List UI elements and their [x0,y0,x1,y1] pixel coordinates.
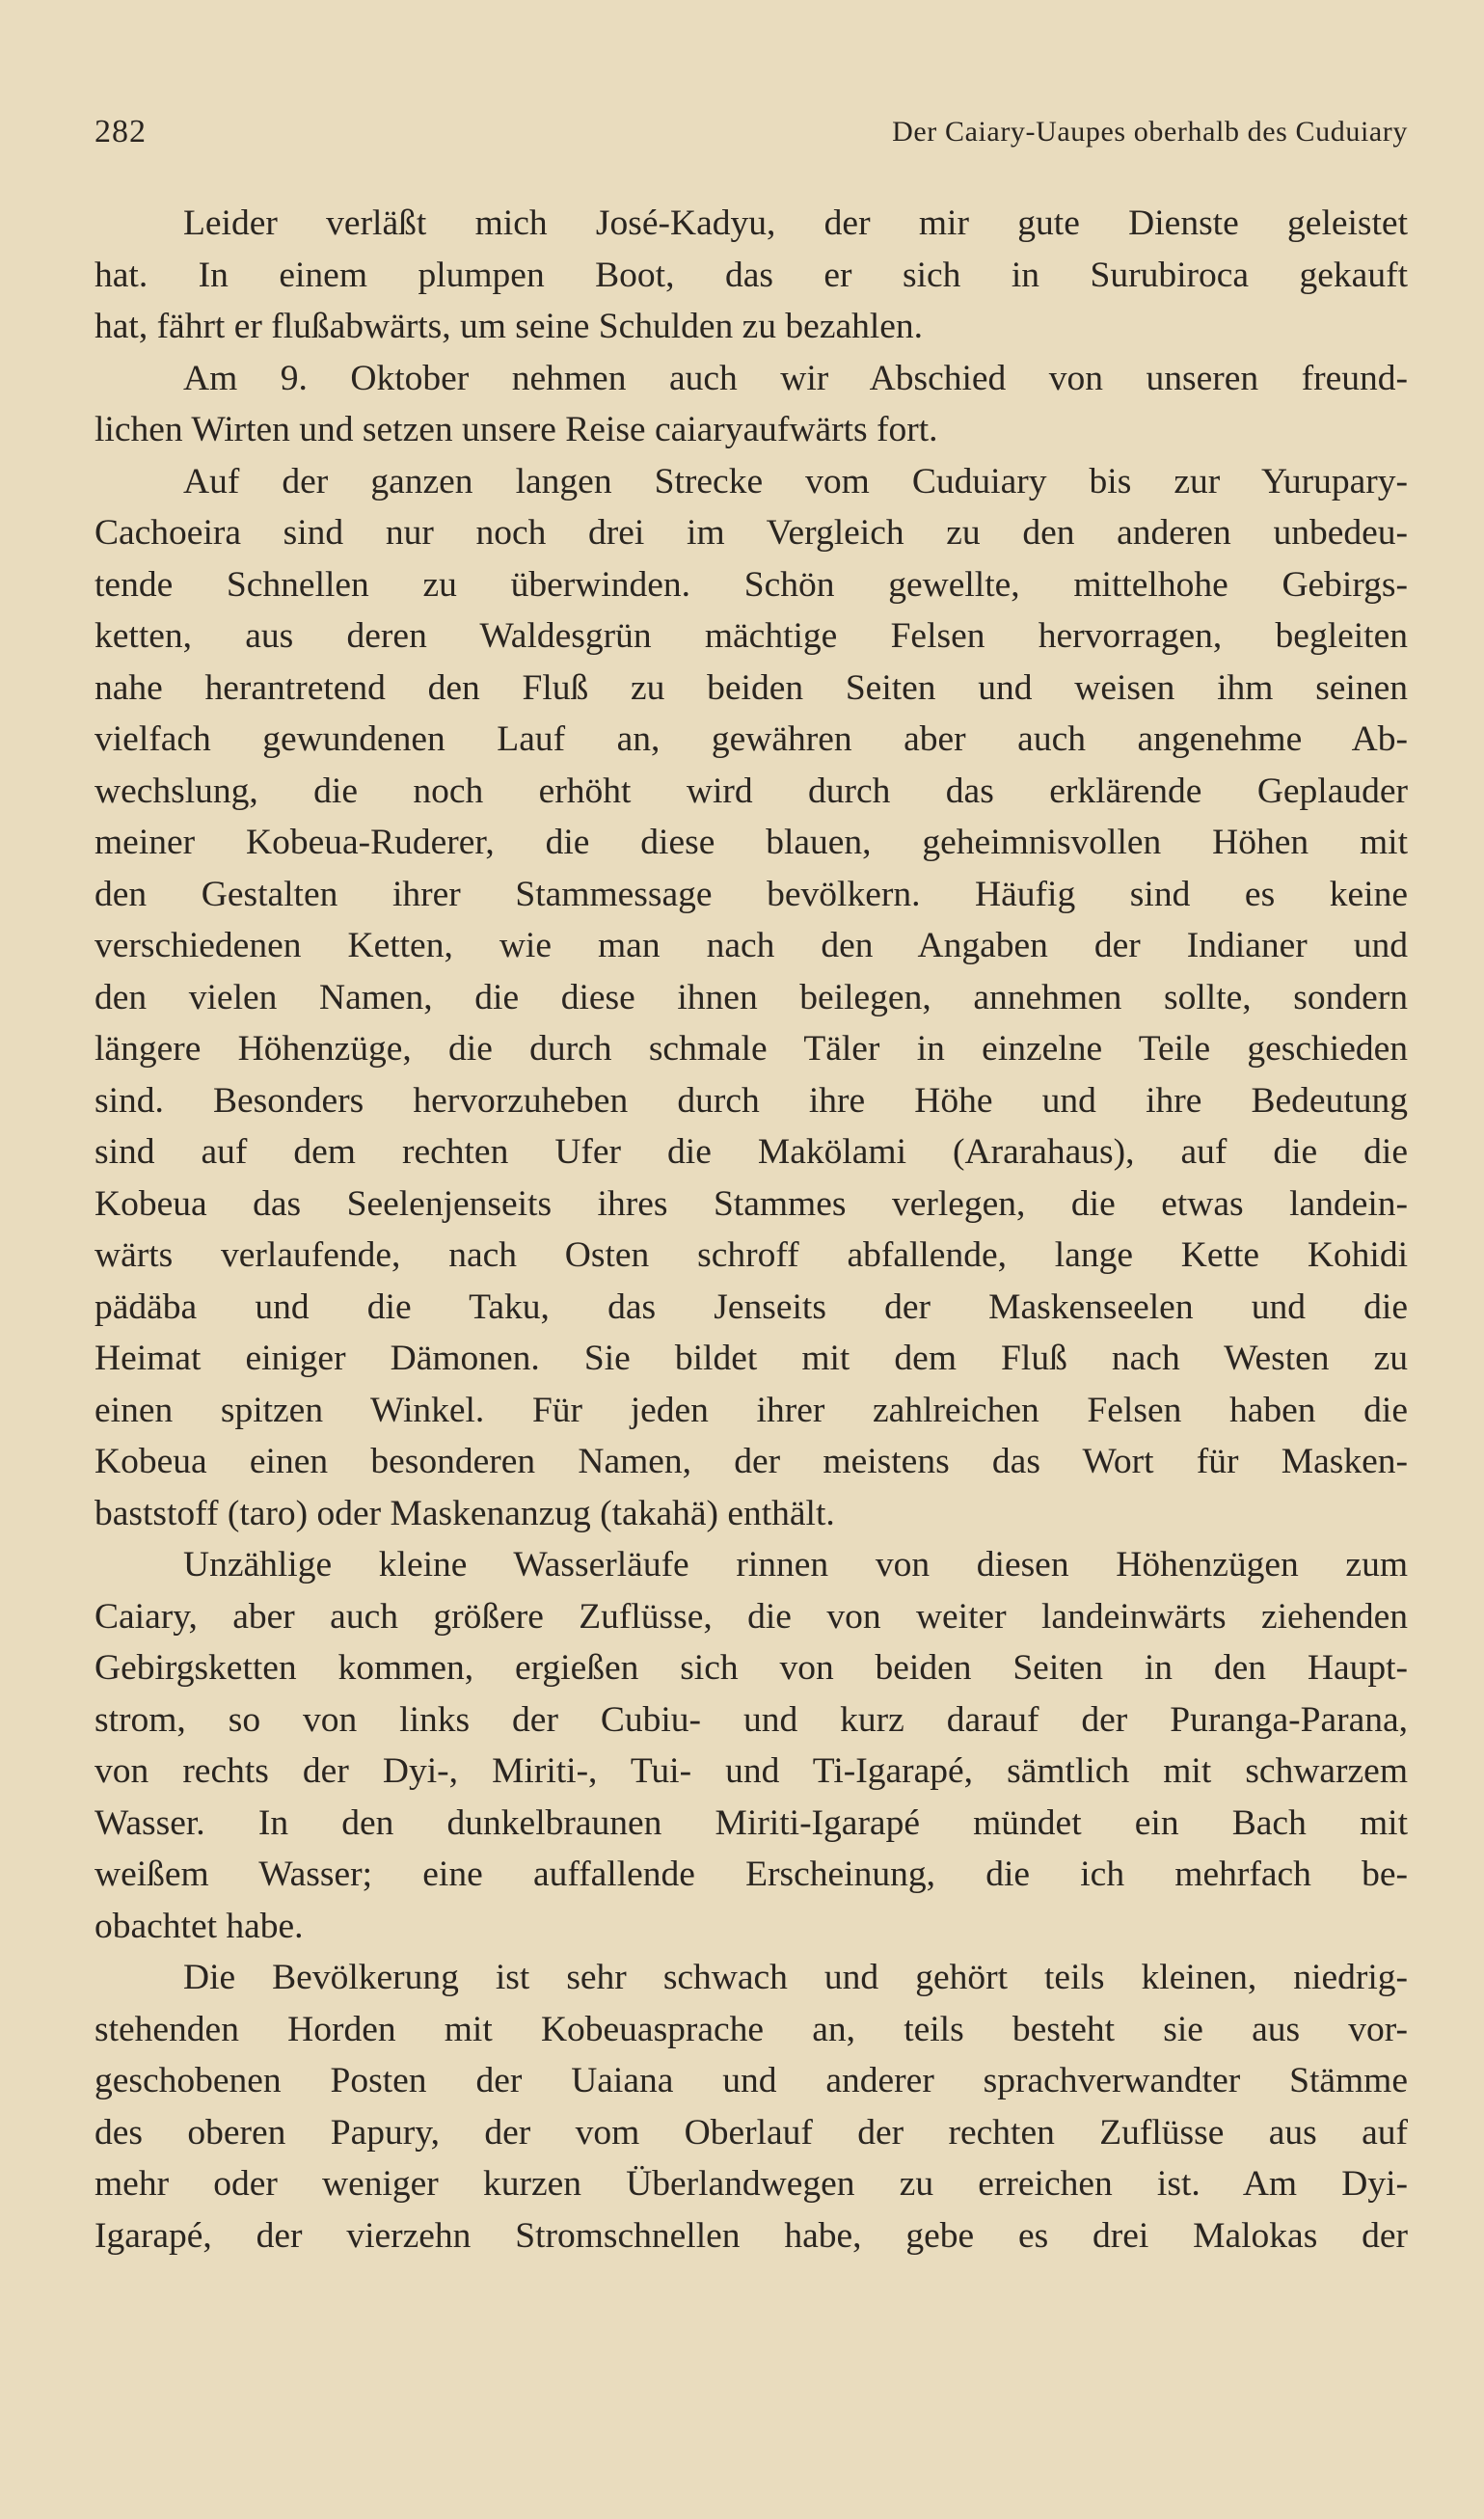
text-line: Auf der ganzen langen Strecke vom Cuduiary bis zur Yurupary- [183,461,1408,501]
text-line: tende Schnellen zu überwinden. Schön gewellte, mittelhohe Gebirgs- [94,564,1408,605]
text-line: verschiedenen Ketten, wie man nach den Angaben der Indianer und [94,926,1408,965]
text-line: Kobeua einen besonderen Namen, der meistens das Wort für Masken- [94,1442,1408,1481]
text-line: sind. Besonders hervorzuheben durch ihre Höhe und ihre Bedeutung [94,1080,1408,1121]
text-line: wärts verlaufende, nach Osten schroff abfallende, lange Kette Kohidi [94,1235,1408,1275]
text-line: von rechts der Dyi-, Miriti-, Tui- und Ti-Igarapé, sämtlich mit schwarzem [94,1751,1408,1791]
text-line: strom, so von links der Cubiu- und kurz darauf der Puranga-Parana, [94,1699,1408,1740]
text-line: Kobeua das Seelenjenseits ihres Stammes verlegen, die etwas landein- [94,1183,1408,1224]
text-line: geschobenen Posten der Uaiana und anderer sprachverwandter Stämme [94,2061,1408,2100]
text-line: Caiary, aber auch größere Zuflüsse, die von weiter landeinwärts ziehenden [94,1596,1408,1637]
text-line: Igarapé, der vierzehn Stromschnellen habe, gebe es drei Malokas der [94,2215,1408,2256]
text-line: Wasser. In den dunkelbraunen Miriti-Igarapé mündet ein Bach mit [94,1802,1408,1843]
text-line: des oberen Papury, der vom Oberlauf der rechten Zuflüsse aus auf [94,2112,1408,2153]
text-line: obachtet habe. [94,1906,304,1946]
text-line: den vielen Namen, die diese ihnen beilegen, annehmen sollte, sondern [94,977,1408,1017]
page-header [94,114,1408,158]
text-line: Am 9. Oktober nehmen auch wir Abschied von unseren freund- [183,358,1408,398]
text-line: Gebirgsketten kommen, ergießen sich von beiden Seiten in den Haupt- [94,1648,1408,1688]
text-line: vielfach gewundenen Lauf an, gewähren aber auch angenehme Ab- [94,719,1408,759]
page-number: 282 [94,114,147,149]
text-line: weißem Wasser; eine auffallende Erscheinung, die ich mehrfach be- [94,1855,1408,1894]
text-line: einen spitzen Winkel. Für jeden ihrer zahlreichen Felsen haben die [94,1390,1408,1430]
text-line: sind auf dem rechten Ufer die Makölami (Ararahaus), auf die die [94,1132,1408,1172]
text-line: pädäba und die Taku, das Jenseits der Maskenseelen und die [94,1287,1408,1327]
text-line: hat, fährt er flußabwärts, um seine Schulden zu bezahlen. [94,307,924,346]
text-line: hat. In einem plumpen Boot, das er sich in Surubiroca gekauft [94,255,1408,295]
text-line: baststoff (taro) oder Maskenanzug (takahä) enthält. [94,1493,835,1533]
text-line: stehenden Horden mit Kobeuasprache an, teils besteht sie aus vor- [94,2009,1408,2049]
text-line: den Gestalten ihrer Stammessage bevölkern. Häufig sind es keine [94,874,1408,914]
running-title: Der Caiary-Uaupes oberhalb des Cuduiary [892,116,1408,148]
text-line: lichen Wirten und setzen unsere Reise caiaryaufwärts fort. [94,410,938,449]
text-line: nahe herantretend den Fluß zu beiden Seiten und weisen ihm seinen [94,667,1408,708]
text-line: Cachoeira sind nur noch drei im Vergleich zu den anderen unbedeu- [94,513,1408,553]
text-line: Die Bevölkerung ist sehr schwach und gehört teils kleinen, niedrig- [183,1958,1408,1997]
text-line: Heimat einiger Dämonen. Sie bildet mit dem Fluß nach Westen zu [94,1339,1408,1378]
text-line: ketten, aus deren Waldesgrün mächtige Felsen hervorragen, begleiten [94,616,1408,656]
text-line: längere Höhenzüge, die durch schmale Täler in einzelne Teile geschieden [94,1029,1408,1069]
text-line: mehr oder weniger kurzen Überlandwegen zu erreichen ist. Am Dyi- [94,2164,1408,2204]
body-text [94,198,1408,2262]
text-line: Leider verläßt mich José-Kadyu, der mir gute Dienste geleistet [183,203,1408,243]
text-line: Unzählige kleine Wasserläufe rinnen von diesen Höhenzügen zum [183,1545,1408,1585]
text-line: meiner Kobeua-Ruderer, die diese blauen, geheimnisvollen Höhen mit [94,823,1408,862]
text-line: wechslung, die noch erhöht wird durch das erklärende Geplauder [94,771,1408,811]
